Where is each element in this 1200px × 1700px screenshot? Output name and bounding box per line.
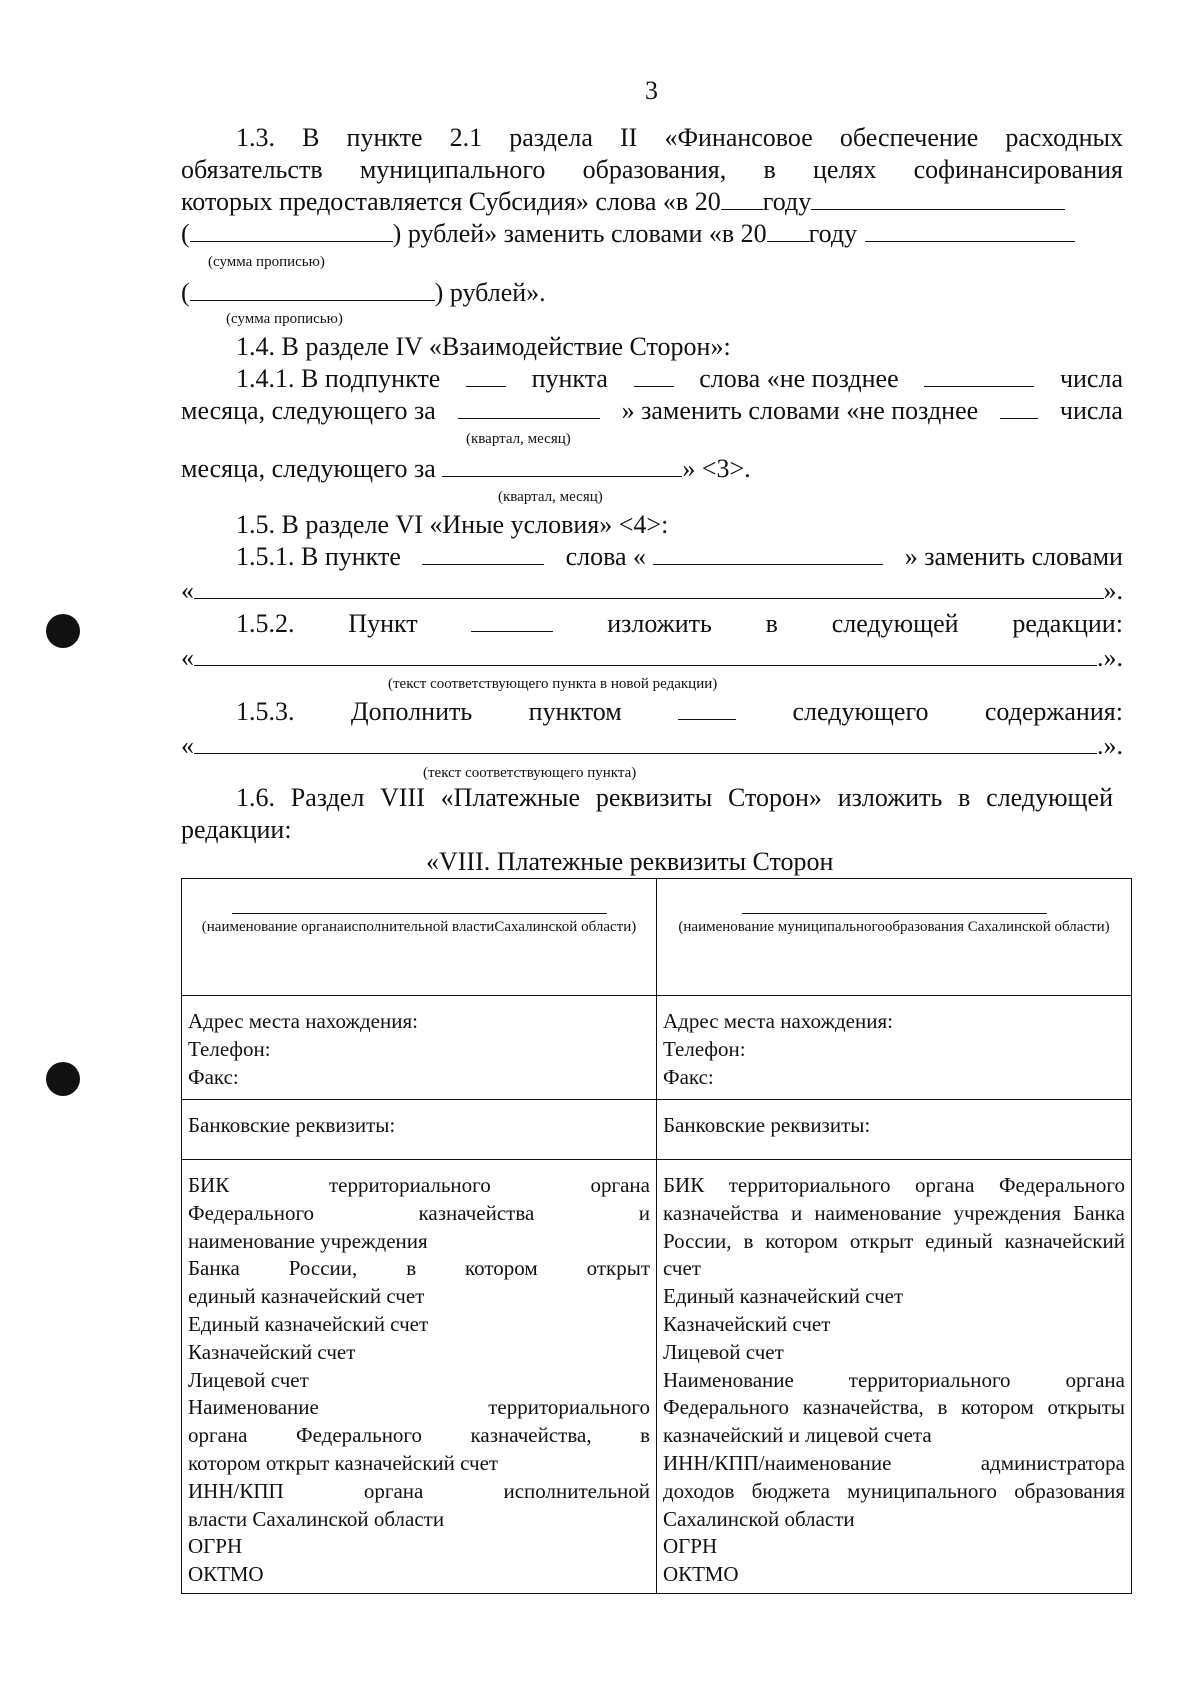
added-text-blank <box>194 731 1097 754</box>
paragraph-1-6-line-2: редакции: <box>181 815 292 844</box>
new-text-blank <box>194 643 1097 666</box>
caption-added-text: (текст соответствующего пункта) <box>423 765 637 781</box>
bank-detail-line: Банка России, в котором открыт <box>188 1256 650 1281</box>
amount-words-blank <box>190 278 435 301</box>
phone-label: Телефон: <box>188 1036 271 1061</box>
paragraph-blank <box>678 697 736 720</box>
caption-period: (квартал, месяц) <box>498 489 603 505</box>
right-bank-details <box>663 1172 1125 1589</box>
left-party-caption-line: (наименование органа <box>201 919 344 935</box>
bank-detail-line: ИНН/КПП органа исполнительной <box>188 1478 650 1503</box>
bank-detail-line: доходов бюджета муниципального образования <box>663 1478 1125 1503</box>
bank-requisites-label: Банковские реквизиты: <box>188 1113 396 1137</box>
phone-label: Телефон: <box>663 1036 746 1061</box>
paragraph-1-5-3-line-2: « .». <box>181 731 1123 760</box>
paragraph-1-5-3-line-1: 1.5.3. Дополнить пунктом следующего содержания: <box>236 697 1123 726</box>
caption-amount-words: (сумма прописью) <box>208 254 325 270</box>
bank-detail-line: Лицевой счет <box>188 1367 309 1392</box>
bank-detail-line: Наименование территориального органа <box>663 1367 1125 1392</box>
left-party-caption-line: исполнительной власти <box>343 919 495 935</box>
left-party-header-cell <box>182 879 657 996</box>
year-blank <box>767 219 809 242</box>
bank-detail-line: Федерального казначейства, в котором открыты <box>663 1395 1125 1420</box>
table-row <box>182 1160 1132 1594</box>
bank-detail-line: Федерального казначейства и <box>188 1200 650 1225</box>
paragraph-1-3-line-5: ( ) рублей». <box>181 278 546 307</box>
amount-words-blank <box>190 219 393 242</box>
day-blank <box>1000 396 1038 419</box>
right-party-caption-line: (наименование муниципального <box>678 919 885 935</box>
right-bank-details-cell <box>657 1160 1132 1594</box>
left-bank-details <box>188 1172 650 1589</box>
paragraph-blank <box>471 609 553 632</box>
payment-requisites-table <box>181 878 1132 1594</box>
day-blank <box>924 364 1034 387</box>
bank-detail-line: ОГРН <box>663 1534 718 1559</box>
paragraph-1-3-line-2: обязательств муниципального образования, в целях софинансирования <box>181 155 1123 184</box>
left-party-caption <box>188 918 650 937</box>
subparagraph-blank <box>466 364 506 387</box>
paragraph-1-4-1-line-3: месяца, следующего за » <3>. <box>181 454 751 483</box>
bank-requisites-label: Банковские реквизиты: <box>663 1113 871 1137</box>
page-number: 3 <box>645 76 658 105</box>
table-row <box>182 879 1132 996</box>
paragraph-1-6-line-1: 1.6. Раздел VIII «Платежные реквизиты Сторон» изложить в следующей <box>236 783 1113 812</box>
left-party-caption-line: Сахалинской области) <box>494 919 637 935</box>
table-row <box>182 996 1132 1100</box>
caption-period: (квартал, месяц) <box>466 431 571 447</box>
paragraph-1-3-line-3: которых предоставляется Субсидия» слова «в 20 году <box>181 187 1065 217</box>
bank-detail-line: Лицевой счет <box>663 1339 784 1364</box>
binder-hole-mark <box>46 614 80 648</box>
period-blank <box>442 454 682 477</box>
section-viii-title: «VIII. Платежные реквизиты Сторон <box>426 847 834 876</box>
right-party-header-cell <box>657 879 1132 996</box>
paragraph-1-3-line-1: 1.3. В пункте 2.1 раздела II «Финансовое обеспечение расходных <box>236 123 1123 152</box>
paragraph-1-5-title: 1.5. В разделе VI «Иные условия» <4>: <box>236 510 669 539</box>
bank-detail-line: БИК территориального органа <box>188 1173 650 1197</box>
bank-detail-line: Сахалинской области <box>663 1506 855 1531</box>
bank-detail-line: единый казначейский счет <box>188 1284 425 1309</box>
bank-detail-line: Казначейский счет <box>188 1339 356 1364</box>
paragraph-1-3-line-4: ( ) рублей» заменить словами «в 20 году <box>181 219 1075 249</box>
address-label: Адрес места нахождения: <box>188 1009 418 1033</box>
signature-name-line <box>232 879 607 914</box>
paragraph-1-4-1-line-1: 1.4.1. В подпункте пункта слова «не позднее числа <box>236 364 1123 393</box>
bank-detail-line: ИНН/КПП/наименование администратора <box>663 1450 1125 1475</box>
fax-label: Факс: <box>663 1064 714 1089</box>
bank-detail-line: Единый казначейский счет <box>663 1284 904 1309</box>
paragraph-1-5-2-line-1: 1.5.2. Пункт изложить в следующей редакции: <box>236 609 1123 638</box>
bank-detail-line: ОКТМО <box>663 1562 739 1587</box>
replacement-words-blank <box>194 576 1104 599</box>
bank-detail-line: счет <box>663 1256 701 1281</box>
amount-blank <box>865 219 1075 242</box>
bank-detail-line: ОКТМО <box>188 1562 264 1587</box>
bank-detail-line: наименование учреждения <box>188 1228 428 1253</box>
year-blank <box>721 187 763 210</box>
paragraph-blank <box>422 542 544 565</box>
amount-blank <box>811 187 1065 210</box>
paragraph-1-5-2-line-2: « .». <box>181 643 1123 672</box>
bank-detail-line: органа Федерального казначейства, в <box>188 1423 650 1448</box>
right-bank-label-cell <box>657 1100 1132 1160</box>
left-bank-label-cell <box>182 1100 657 1160</box>
bank-detail-line: России, в котором открыт единый казначейский <box>663 1228 1125 1253</box>
bank-detail-line: котором открыт казначейский счет <box>188 1450 499 1475</box>
bank-detail-line: Единый казначейский счет <box>188 1311 429 1336</box>
bank-detail-line: казначейства и наименование учреждения Банка <box>663 1200 1125 1225</box>
signature-name-line <box>742 879 1047 914</box>
paragraph-1-4-1-line-2: месяца, следующего за » заменить словами «не позднее числа <box>181 396 1123 425</box>
right-party-caption <box>663 918 1125 937</box>
paragraph-1-5-1-line-2: « ». <box>181 576 1123 605</box>
bank-detail-line: ОГРН <box>188 1534 243 1559</box>
bank-detail-line: власти Сахалинской области <box>188 1506 445 1531</box>
paragraph-blank <box>634 364 674 387</box>
table-row <box>182 1100 1132 1160</box>
period-blank <box>458 396 600 419</box>
left-bank-details-cell <box>182 1160 657 1594</box>
fax-label: Факс: <box>188 1064 239 1089</box>
words-blank <box>653 542 883 565</box>
bank-detail-line: БИК территориального органа Федерального <box>663 1173 1125 1197</box>
binder-hole-mark <box>46 1062 80 1096</box>
bank-detail-line: казначейский и лицевой счета <box>663 1423 932 1448</box>
bank-detail-line: Казначейский счет <box>663 1311 831 1336</box>
right-party-caption-line: образования Сахалинской области) <box>884 919 1110 935</box>
caption-amount-words: (сумма прописью) <box>226 311 343 327</box>
address-label: Адрес места нахождения: <box>663 1009 893 1033</box>
paragraph-1-4-title: 1.4. В разделе IV «Взаимодействие Сторон»: <box>236 332 731 361</box>
left-address-cell <box>182 996 657 1100</box>
paragraph-1-5-1-line-1: 1.5.1. В пункте слова « » заменить словами <box>236 542 1123 571</box>
right-address-cell <box>657 996 1132 1100</box>
caption-new-text: (текст соответствующего пункта в новой редакции) <box>388 676 718 692</box>
bank-detail-line: Наименование территориального <box>188 1395 650 1420</box>
